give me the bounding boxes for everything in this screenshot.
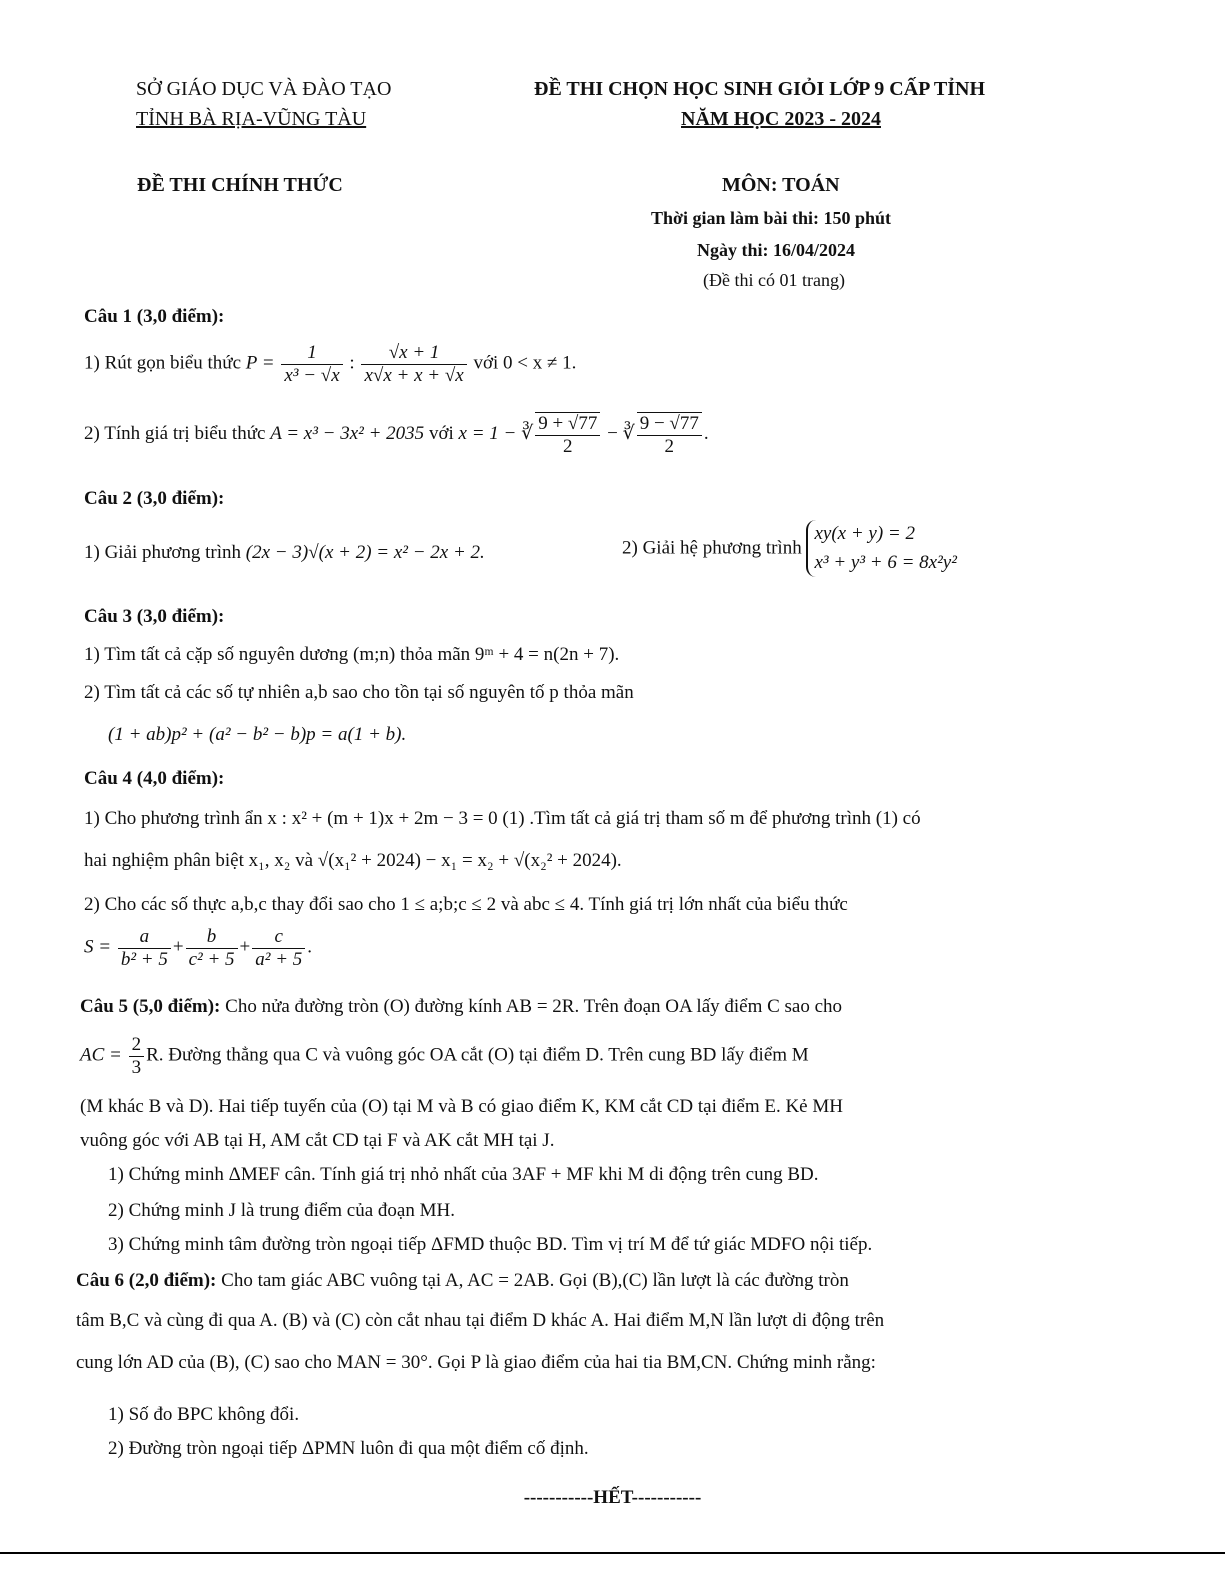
q5-ac-frac xyxy=(129,1034,145,1079)
q2-part2 xyxy=(622,520,957,577)
q2-p1-expr: (2x − 3)√(x + 2) = x² − 2x + 2. xyxy=(245,542,485,563)
q3-part1: 1) Tìm tất cả cặp số nguyên dương (m;n) thỏa mãn 9ᵐ + 4 = n(2n + 7). xyxy=(84,644,620,665)
q6-line2: tâm B,C và cùng đi qua A. (B) và (C) còn cắt nhau tại điểm D khác A. Hai điểm M,N lần lượt di động trên xyxy=(76,1310,885,1331)
q1-p1-frac1-num: 1 xyxy=(281,342,342,365)
q1-p1-prefix: 1) Rút gọn biểu thức xyxy=(84,352,242,374)
q6-line3: cung lớn AD của (B), (C) sao cho MAN = 30°. Gọi P là giao điểm của hai tia BM,CN. Chứng minh rằng: xyxy=(76,1352,876,1373)
q1-p2-root1-den: 2 xyxy=(563,435,573,457)
q1-p2-root2 xyxy=(637,412,702,458)
q5-ac-prefix: AC = xyxy=(80,1044,122,1066)
q6-title: Câu 6 (2,0 điểm): xyxy=(76,1270,217,1291)
q5-intro: Cho nửa đường tròn (O) đường kính AB = 2R. Trên đoạn OA lấy điểm C sao cho xyxy=(225,996,843,1017)
q4-part2-b xyxy=(84,926,312,971)
q4-frac2-num: b xyxy=(186,926,238,949)
q1-p1-P: P = xyxy=(245,352,275,374)
q3-title: Câu 3 (3,0 điểm): xyxy=(84,606,225,627)
q1-p2-expr: A = x³ − 3x² + 2035 xyxy=(270,423,425,445)
q5-title: Câu 5 (5,0 điểm): xyxy=(80,996,221,1017)
cube-root-1: ∛ xyxy=(521,423,534,445)
q4-frac1 xyxy=(118,926,171,971)
q1-p2-root2-num: 9 − √77 xyxy=(637,413,702,436)
exam-date: Ngày thi: 16/04/2024 xyxy=(697,240,856,260)
q4-S: S = xyxy=(84,936,112,958)
q1-p2-x: x = 1 − xyxy=(458,423,517,445)
q1-p2-root1 xyxy=(535,412,600,458)
q1-p2-root2-den: 2 xyxy=(664,435,675,457)
official-label: ĐỀ THI CHÍNH THỨC xyxy=(137,174,343,196)
q4-frac1-den: b² + 5 xyxy=(120,948,168,970)
q1-p1-frac2-num: √x + 1 xyxy=(361,342,466,365)
q4-part1-b: hai nghiệm phân biệt x₁, x₂ và √(x₁² + 2024) − x₁ = x₂ + √(x₂² + 2024). xyxy=(84,850,622,871)
dept-name: SỞ GIÁO DỤC VÀ ĐÀO TẠO xyxy=(136,78,392,100)
q4-plus-2: + xyxy=(239,936,251,958)
q2-title: Câu 2 (3,0 điểm): xyxy=(84,488,225,509)
q4-frac3 xyxy=(252,926,305,971)
q4-plus-1: + xyxy=(172,936,184,958)
q5-sub2: 2) Chứng minh J là trung điểm của đoạn MH. xyxy=(108,1200,455,1221)
q5-ac-den: 3 xyxy=(131,1056,142,1078)
q4-frac3-num: c xyxy=(252,926,305,949)
q3-part2: 2) Tìm tất cả các số tự nhiên a,b sao cho tồn tại số nguyên tố p thỏa mãn xyxy=(84,682,634,703)
q5-ac-rest: R. Đường thẳng qua C và vuông góc OA cắt (O) tại điểm D. Trên cung BD lấy điểm M xyxy=(146,1044,809,1066)
q3-part2-equation: (1 + ab)p² + (a² − b² − b)p = a(1 + b). xyxy=(108,724,407,745)
q2-part1 xyxy=(84,542,485,564)
q2-p1-prefix: 1) Giải phương trình xyxy=(84,542,242,563)
q2-p2-prefix: 2) Giải hệ phương trình xyxy=(622,537,802,559)
q1-p1-frac2-den: x√x + x + √x xyxy=(364,364,464,386)
q5-line1 xyxy=(80,996,842,1018)
q6-sub2: 2) Đường tròn ngoại tiếp ΔPMN luôn đi qua một điểm cố định. xyxy=(108,1438,589,1459)
q2-eq2: x³ + y³ + 6 = 8x²y² xyxy=(814,551,957,573)
q6-line1 xyxy=(76,1270,849,1292)
q4-frac3-den: a² + 5 xyxy=(255,948,303,970)
q4-part1-a: 1) Cho phương trình ẩn x : x² + (m + 1)x + 2m − 3 = 0 (1) .Tìm tất cả giá trị tham số m để phương trình (1) có xyxy=(84,808,921,829)
q5-ac-num: 2 xyxy=(129,1034,145,1057)
q5-line3: (M khác B và D). Hai tiếp tuyến của (O) tại M và B có giao điểm K, KM cắt CD tại điểm E. Kẻ MH xyxy=(80,1096,843,1117)
q4-dot: . xyxy=(307,936,313,958)
duration: Thời gian làm bài thi: 150 phút xyxy=(651,208,892,228)
subject: MÔN: TOÁN xyxy=(722,174,840,196)
exam-title: ĐỀ THI CHỌN HỌC SINH GIỎI LỚP 9 CẤP TỈNH xyxy=(534,78,986,100)
q1-p2-prefix: 2) Tính giá trị biểu thức xyxy=(84,423,266,445)
page-count: (Đề thi có 01 trang) xyxy=(703,270,845,290)
q4-frac2 xyxy=(186,926,238,971)
q1-part1 xyxy=(84,342,576,387)
q1-p1-frac1-den: x³ − √x xyxy=(284,364,340,386)
province-name: TỈNH BÀ RỊA-VŨNG TÀU xyxy=(136,108,367,130)
q2-eq1: xy(x + y) = 2 xyxy=(814,523,915,544)
cube-root-2: ∛ xyxy=(622,423,635,445)
q5-line4: vuông góc với AB tại H, AM cắt CD tại F và AK cắt MH tại J. xyxy=(80,1130,555,1151)
q1-p1-condition: với 0 < x ≠ 1. xyxy=(473,352,577,374)
bottom-rule xyxy=(0,1552,1225,1554)
q4-frac2-den: c² + 5 xyxy=(188,948,235,970)
q1-p2-root1-num: 9 + √77 xyxy=(535,413,600,436)
q4-part2-a: 2) Cho các số thực a,b,c thay đổi sao cho 1 ≤ a;b;c ≤ 2 và abc ≤ 4. Tính giá trị lớn nhất của biểu thức xyxy=(84,894,848,915)
q5-sub1: 1) Chứng minh ΔMEF cân. Tính giá trị nhỏ nhất của 3AF + MF khi M di động trên cung BD. xyxy=(108,1164,819,1185)
q1-p2-minus: − xyxy=(607,423,618,445)
q5-line2 xyxy=(80,1034,809,1079)
q1-p2-end: . xyxy=(703,423,709,445)
school-year: NĂM HỌC 2023 - 2024 xyxy=(681,108,881,130)
end-marker: -----------HẾT----------- xyxy=(523,1487,702,1508)
q1-title: Câu 1 (3,0 điểm): xyxy=(84,306,225,327)
q1-p2-with: với xyxy=(428,423,454,445)
q6-intro: Cho tam giác ABC vuông tại A, AC = 2AB. Gọi (B),(C) lần lượt là các đường tròn xyxy=(221,1270,849,1291)
q5-sub3: 3) Chứng minh tâm đường tròn ngoại tiếp ΔFMD thuộc BD. Tìm vị trí M để tứ giác MDFO nội tiếp. xyxy=(108,1234,873,1255)
q4-title: Câu 4 (4,0 điểm): xyxy=(84,768,225,789)
q1-p1-frac2 xyxy=(361,342,466,387)
q1-p1-frac1 xyxy=(281,342,342,387)
q6-sub1: 1) Số đo BPC không đổi. xyxy=(108,1404,300,1425)
q1-part2 xyxy=(84,412,709,458)
q4-frac1-num: a xyxy=(118,926,171,949)
q1-p1-colon: : xyxy=(349,352,355,374)
q2-system xyxy=(806,520,956,577)
